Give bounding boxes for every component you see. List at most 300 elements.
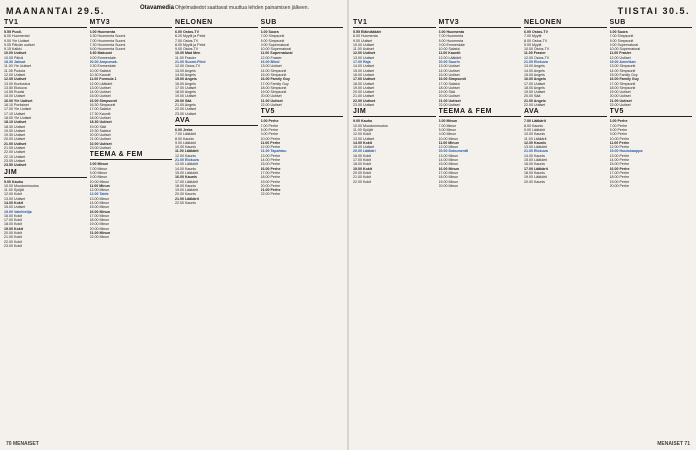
program-listing: 21.05 Uutiset xyxy=(4,146,26,151)
program-listing: 22.00 Uutiset xyxy=(438,103,460,108)
program-listing: 20.00 Perhe xyxy=(609,183,630,188)
program-listing: 10.00 Muodonmuutos xyxy=(353,123,388,128)
program-listing: 19.00 Uutiset xyxy=(609,90,631,95)
program-listing: 18.00 Minun xyxy=(89,218,110,223)
program-listing: 7.00 Myytit xyxy=(524,34,542,39)
program-listing: 14.00 Kaunis xyxy=(524,153,545,158)
program-listing: 18.00 Kokit xyxy=(4,222,22,227)
program-listing: 15.00 Uutiset xyxy=(438,72,460,77)
program-listing: 16.10 Porilaiset xyxy=(4,103,29,108)
page-date: TIISTAI 30.5. xyxy=(617,6,690,16)
program-listing: 17.00 Minun xyxy=(89,213,110,218)
program-listing: 10.00 Kaunis xyxy=(524,132,545,137)
program-listing: 17.30 Kauniit xyxy=(89,111,111,116)
program-listing: 12.00 Perhe xyxy=(260,145,281,150)
program-listing: 18.00 Uutiset xyxy=(438,85,460,90)
program-listing: 19.00 Uutiset xyxy=(4,128,26,133)
program-listing: 6.00 Huomenta xyxy=(353,34,378,39)
program-listing: 9.00 Myytit xyxy=(524,42,542,47)
program-listing: 12.00 Perhe xyxy=(609,145,630,150)
program-listing: 12.00 Minun xyxy=(89,188,110,193)
program-listing: 16.00 Yle Uutiset xyxy=(4,98,33,103)
program-listing: 15.00 Uutiset xyxy=(353,68,375,73)
program-listing: 13.00 Minun xyxy=(89,196,110,201)
program-listing: 10.00 Uutiset xyxy=(4,51,27,56)
program-listing: 9.30 Emmerdale xyxy=(89,64,116,69)
program-highlight: 20.00 Suurin xyxy=(438,60,460,65)
program-listing: 19.00 Sää xyxy=(89,124,106,129)
schedule-columns xyxy=(353,18,692,438)
program-listing: 22.00 Uutiset xyxy=(524,103,546,108)
program-listing: 13.00 Kuntoutus xyxy=(4,81,31,86)
program-listing: 11.00 Frasier xyxy=(175,55,196,60)
program-listing: 14.00 Kaunis xyxy=(175,166,196,171)
program-listing: 13.00 Lääkärit xyxy=(524,145,547,150)
program-listing: 16.00 Minun xyxy=(89,209,111,214)
program-listing: 17.00 Lääkärit xyxy=(175,179,198,184)
program-listing: 9.00 Yle Uutiset xyxy=(4,38,30,43)
program-listing: 14.00 Uutiset xyxy=(89,90,111,95)
program-listing: 23.05 Uutiset xyxy=(4,158,26,163)
program-listing: 9.05 Päivän uutiset xyxy=(4,42,35,47)
program-listing: 10.00 Perhe xyxy=(609,136,630,141)
program-listing: 10.00 Minun xyxy=(89,179,110,184)
program-listing: 7.00 Lääkärit xyxy=(175,132,196,137)
program-listing: 12.00 Uutiset xyxy=(4,72,26,77)
program-listing: 21.00 Uutiset xyxy=(353,94,375,99)
channel-header: SUB xyxy=(610,18,693,28)
program-listing: 21.00 Angels xyxy=(175,103,196,108)
channel-header: NELONEN xyxy=(175,18,258,28)
schedule-column xyxy=(90,18,173,438)
program-listing: 14.00 Minun xyxy=(438,158,459,163)
program-listing: 18.30 Uutiset xyxy=(89,120,112,125)
program-listing: 6.00 Suora xyxy=(609,30,628,34)
program-listing: 20.00 Sää xyxy=(175,98,192,103)
program-listing: 14.00 Simpsonit xyxy=(260,68,287,73)
program-listing: 18.00 Kokit xyxy=(353,162,371,167)
program-listing: 13.00 Uutiset xyxy=(353,136,375,141)
program-listing: 17.00 Kokit xyxy=(4,218,22,223)
program-listing: 15.00 Minun xyxy=(438,162,459,167)
program-listing: 12.00 Kokit xyxy=(353,132,371,137)
program-listing: 10.00 Supernatural xyxy=(260,47,292,52)
program-listing: 16.00 Kokit xyxy=(353,153,371,158)
program-listing: 15.00 Uutiset xyxy=(4,94,26,99)
program-listing: 20.00 Minun xyxy=(438,183,459,188)
program-listing: 12.00 Kaunis xyxy=(175,153,196,158)
program-listing: 17.00 Perhe xyxy=(260,170,281,175)
program-listing: 14.00 Uutiset xyxy=(438,68,460,73)
program-listing: 7.00 Simpsonit xyxy=(260,34,285,39)
program-listing: 12.00 Uutiset xyxy=(353,51,376,56)
program-listing: 18.00 Minun xyxy=(438,175,459,180)
program-listing: 22.00 Minun xyxy=(89,235,110,240)
program-listing: 22.15 Uutiset xyxy=(4,154,26,159)
program-listing: 13.00 Simpsonit xyxy=(609,64,636,69)
program-listing: 19.30 Uutiset xyxy=(4,133,26,138)
program-listing: 15.00 Perhe xyxy=(260,162,281,167)
program-listing: 14.00 Angels xyxy=(524,68,545,73)
program-highlight: 18.30 Jaksot xyxy=(4,60,26,65)
program-listing: 19.00 Perhe xyxy=(609,179,630,184)
program-listing: 11.00 Lääkärit xyxy=(524,136,547,141)
program-listing: 16.00 Kaunis xyxy=(175,175,197,180)
program-listing: 11.00 Minun xyxy=(438,140,459,145)
program-listing: 20.00 Kaunis xyxy=(175,192,196,197)
program-listing: 23.00 Kokit xyxy=(4,243,22,248)
program-listing: 11.00 Uutiset xyxy=(353,47,374,52)
program-listing: 12.00 Kaunis xyxy=(524,140,546,145)
program-listing: 14.00 Perhe xyxy=(609,158,630,163)
program-listing: 20.00 Kokit xyxy=(4,231,22,236)
program-listing: 14.00 Minun xyxy=(89,200,110,205)
schedule-column xyxy=(4,18,87,438)
program-listing: 6.00 Perhe xyxy=(260,119,279,124)
program-listing: 19.00 Kokit xyxy=(4,226,23,231)
channel-header: AVA xyxy=(524,107,607,117)
program-listing: 9.15 Kaikki xyxy=(4,47,22,52)
program-listing: 11.00 Supernatural xyxy=(260,51,293,56)
program-listing: 12.00 Minun xyxy=(438,145,459,150)
program-listing: 18.00 Kaunis xyxy=(524,170,545,175)
program-listing: 21.00 Uutiset xyxy=(609,98,632,103)
program-listing: 20.00 Uutiset xyxy=(89,133,111,138)
channel-header: JIM xyxy=(4,168,87,178)
program-listing: 6.00 Huomenta xyxy=(438,30,465,34)
program-listing: 8.00 Ostos-TV xyxy=(524,38,548,43)
program-listing: 22.00 Uutiset xyxy=(353,98,376,103)
channel-header: AVA xyxy=(175,116,258,126)
program-listing: 15.00 Family Guy xyxy=(609,72,638,77)
program-listing: 20.00 Minun xyxy=(89,226,110,231)
program-listing: 16.00 Angels xyxy=(524,77,546,82)
program-listing: 6.00 Huomenta xyxy=(89,30,116,34)
program-listing: 9.00 Emmerdale xyxy=(438,42,465,47)
program-listing: 19.00 Perhe xyxy=(260,179,281,184)
program-listing: 16.30 Simpsonit xyxy=(89,103,116,108)
program-listing: 17.00 Family Guy xyxy=(260,81,289,86)
channel-header: TV5 xyxy=(610,107,693,117)
program-listing: 8.00 Myytit ja Pelot xyxy=(175,42,206,47)
program-listing: 8.00 Kaunis xyxy=(524,123,543,128)
program-listing: 8.00 Huomenta Suomi xyxy=(89,47,126,52)
program-listing: 17.00 Uutiset xyxy=(353,77,376,82)
program-listing: 11.00 Lääkärit xyxy=(175,149,199,154)
program-listing: 11.00 Syöjät xyxy=(353,127,373,132)
left-page xyxy=(0,0,347,450)
program-listing: 8.00 Simpsonit xyxy=(609,38,634,43)
program-listing: 11.00 Minun xyxy=(89,183,110,188)
program-listing: 18.00 Kaunis xyxy=(175,183,196,188)
program-listing: 9.00 Supernatural xyxy=(260,42,290,47)
program-listing: 18.00 Yle Uutiset xyxy=(4,115,32,120)
program-listing: 7.00 Lääkärit xyxy=(524,119,546,124)
channel-header: MTV3 xyxy=(439,18,522,28)
program-listing: 16.00 Perhe xyxy=(609,166,630,171)
program-listing: 16.00 Angels xyxy=(175,81,196,86)
program-listing: 15.00 Perhe xyxy=(609,162,630,167)
program-listing: 18.10 Uutiset xyxy=(4,120,27,125)
program-listing: 13.00 Uutiset xyxy=(438,64,460,69)
program-listing: 10.00 Kaunis xyxy=(175,145,196,150)
program-listing: 20.00 Perhe xyxy=(260,183,281,188)
program-listing: 14.00 Uutiset xyxy=(353,64,375,69)
schedule-column xyxy=(353,18,436,438)
program-listing: 15.00 Lääkärit xyxy=(524,158,547,163)
program-listing: 19.00 Lääkärit xyxy=(524,175,547,180)
program-listing: 12.05 Uutiset xyxy=(4,77,27,82)
program-listing: 8.00 Kaunis xyxy=(175,136,194,141)
program-listing: 15.00 Angels xyxy=(524,72,545,77)
program-listing: 19.00 Minun xyxy=(438,179,459,184)
program-listing: 13.00 Angels xyxy=(175,68,196,73)
program-highlight: 20.00 Dokumentti xyxy=(438,149,469,154)
program-listing: 7.00 Ostos-TV xyxy=(175,38,199,43)
program-highlight: 17.00 Raja xyxy=(353,60,371,65)
program-listing: 8.00 Perhe xyxy=(609,127,628,132)
program-listing: 13.00 Uutiset xyxy=(260,64,282,69)
program-listing: 19.30 Salatut xyxy=(89,128,111,133)
program-listing: 10.30 Kauniit xyxy=(89,72,111,77)
program-listing: 6.00 Perhe xyxy=(609,119,628,124)
program-listing: 10.00 Perhe xyxy=(260,136,281,141)
program-listing: 13.00 Uutiset xyxy=(4,196,26,201)
program-highlight: 16.00 Blind xyxy=(260,60,280,65)
program-listing: 13.00 Perhe xyxy=(260,153,281,158)
program-listing: 22.00 Uutiset xyxy=(4,150,26,155)
program-listing: 11.00 Perhe xyxy=(609,140,630,145)
program-listing: 18.00 Angels xyxy=(524,85,545,90)
program-listing: 23.00 Uutiset xyxy=(175,111,197,116)
program-listing: 22.00 Kaunis xyxy=(175,200,196,205)
program-highlight: 19.00 Huutokauppa xyxy=(609,149,643,154)
channel-header: NELONEN xyxy=(524,18,607,28)
program-listing: 11.00 Frasier xyxy=(524,51,546,56)
program-listing: 22.00 Kokit xyxy=(4,239,22,244)
program-listing: 14.00 Angels xyxy=(175,72,196,77)
program-listing: 9.00 Uutiset xyxy=(353,38,373,43)
program-listing: 6.20 Myytit ja Pelot xyxy=(175,34,206,39)
program-listing: 12.00 Lääkärit xyxy=(89,81,113,86)
program-listing: 14.00 Kokit xyxy=(353,140,372,145)
program-listing: 21.00 Kokit xyxy=(353,175,371,180)
program-listing: 18.00 Perhe xyxy=(260,175,281,180)
program-listing: 10.00 Uutiset xyxy=(353,42,375,47)
program-listing: 21.00 Lääkärit xyxy=(175,196,199,201)
program-listing: 9.00 Perhe xyxy=(260,132,279,137)
program-listing: 17.00 Yle Uutiset xyxy=(4,107,32,112)
program-listing: 12.00 Lääkärit xyxy=(438,55,462,60)
program-listing: 18.00 Uutiset xyxy=(89,115,111,120)
program-listing: 16.00 Uutiset xyxy=(353,72,375,77)
program-listing: 7.00 Simpsonit xyxy=(609,34,634,39)
program-listing: 5.55 Eläinlääkäri xyxy=(353,30,381,34)
program-highlight: 21.00 Suomi-Filmi xyxy=(175,60,206,65)
program-listing: 9.00 Supernatural xyxy=(609,42,639,47)
program-listing: 12.00 Uutiset xyxy=(609,55,631,60)
program-listing: 15.00 Simpsonit xyxy=(260,72,287,77)
program-listing: 11.00 Formula 1 xyxy=(89,77,117,82)
program-listing: 10.05 Päivä xyxy=(4,55,23,60)
program-listing: 15.00 Angels xyxy=(175,77,197,82)
program-highlight: 12.00 Taide xyxy=(89,192,109,197)
channel-header: JIM xyxy=(353,107,436,117)
program-listing: 14.00 Perhe xyxy=(260,158,281,163)
program-listing: 7.00 Huomenta xyxy=(438,34,464,39)
program-listing: 20.00 Sää xyxy=(524,94,541,99)
program-listing: 23.00 Uutiset xyxy=(89,146,111,151)
program-highlight: 20.00 Ampumak. xyxy=(89,60,118,65)
program-listing: 15.00 Uutiset xyxy=(353,145,375,150)
brand-label: Otavamedia xyxy=(140,5,175,11)
channel-header: TV5 xyxy=(261,107,344,117)
program-listing: 19.00 Sää xyxy=(438,90,455,95)
program-listing: 21.00 Uutiset xyxy=(4,141,27,146)
program-listing: 10.00 Minun xyxy=(438,136,459,141)
program-listing: 21.00 Uutiset xyxy=(260,98,283,103)
program-listing: 19.00 Lääkärit xyxy=(175,188,198,193)
schedule-column xyxy=(524,18,607,438)
program-listing: 21.00 Kokit xyxy=(4,235,22,240)
disclaimer: Ohjelmatiedot saattavat muuttua lehden painamisen jälkeen. xyxy=(175,5,309,11)
program-listing: 7.00 Minun xyxy=(438,123,457,128)
program-listing: 12.00 Frasier xyxy=(260,55,282,60)
program-listing: 9.00 Lääkärit xyxy=(175,140,196,145)
schedule-column xyxy=(261,18,344,438)
program-listing: 5.55 Puoli. xyxy=(4,30,22,34)
program-listing: 17.00 Kokit xyxy=(353,158,371,163)
program-listing: 20.00 Uutiset xyxy=(4,137,26,142)
program-listing: 13.00 Lääkärit xyxy=(175,162,198,167)
program-listing: 12.00 Ostos-TV xyxy=(524,55,550,60)
program-listing: 8.00 Huomenta xyxy=(438,38,464,43)
program-listing: 20.00 Kokit xyxy=(353,170,371,175)
program-listing: 6.00 Ostos-TV xyxy=(524,30,548,34)
program-listing: 21.00 Perhe xyxy=(260,188,281,193)
program-listing: 6.00 Jerka xyxy=(175,127,193,132)
program-listing: 18.00 Angels xyxy=(175,90,196,95)
program-listing: 7.00 Minun xyxy=(89,166,108,171)
program-listing: 11.00 Frasier xyxy=(609,51,632,56)
program-listing: 23.50 Uutiset xyxy=(4,163,27,168)
program-listing: 22.00 Kokit xyxy=(353,179,371,184)
program-listing: 22.00 Uutiset xyxy=(260,103,282,108)
program-listing: 9.00 Emmerdale xyxy=(89,55,116,60)
program-listing: 18.00 Simpsonit xyxy=(260,85,287,90)
program-listing: 14.00 Kokit xyxy=(4,200,23,205)
program-listing: 14.00 Simpsonit xyxy=(609,68,636,73)
program-listing: 10.00 Muodonmuutos xyxy=(4,183,39,188)
program-listing: 12.00 Ostos-TV xyxy=(175,64,201,69)
program-listing: 14.55 Ruotsi xyxy=(4,90,25,95)
program-listing: 13.00 Uutiset xyxy=(89,85,111,90)
program-listing: 9.00 Kauhu xyxy=(353,119,373,124)
program-listing: 17.10 Uutiset xyxy=(4,111,26,116)
program-highlight: 20.00 Lääkäri xyxy=(353,149,376,154)
program-listing: 19.00 Kokit xyxy=(353,166,372,171)
program-listing: 23.00 Uutiset xyxy=(353,103,375,108)
program-listing: 17.00 Perhe xyxy=(609,170,630,175)
program-listing: 18.30 Uutiset xyxy=(4,124,26,129)
program-listing: 10.00 Mad Men xyxy=(175,51,201,56)
program-listing: 18.00 Perhe xyxy=(609,175,630,180)
program-listing: 19.00 Minun xyxy=(89,222,110,227)
program-listing: 18.00 Simpsonit xyxy=(609,85,636,90)
program-listing: 8.30 Makuuni xyxy=(89,51,113,56)
program-listing: 18.00 Uutiset xyxy=(353,81,375,86)
program-listing: 6.00 Suora xyxy=(260,30,279,34)
program-listing: 6.00 Minun xyxy=(438,119,458,124)
program-listing: 7.00 Perhe xyxy=(609,123,628,128)
program-listing: 8.00 Minun xyxy=(89,170,108,175)
program-listing: 11.00 Perhe xyxy=(260,140,281,145)
program-listing: 16.00 Minun xyxy=(438,166,460,171)
program-listing: 7.30 Huomenta Suomi xyxy=(89,42,126,47)
program-listing: 9.00 Kauhu xyxy=(4,179,24,184)
program-listing: 15.00 Minun xyxy=(89,205,110,210)
program-listing: 9.00 Minun xyxy=(438,132,457,137)
program-listing: 9.00 Minun xyxy=(89,175,108,180)
program-listing: 22.00 Uutiset xyxy=(609,103,631,108)
channel-header: TEEMA & FEM xyxy=(439,107,522,117)
program-listing: 16.00 Kaunis xyxy=(524,162,545,167)
page-footer: 70 MENAISET xyxy=(6,441,39,447)
program-listing: 10.00 Supernatural xyxy=(609,47,641,52)
program-listing: 10.00 Salatut xyxy=(438,47,460,52)
program-listing: 19.00 Uutiset xyxy=(353,85,375,90)
program-listing: 6.30 Huomenta Suomi xyxy=(89,34,126,39)
schedule-column xyxy=(610,18,693,438)
program-listing: 11.05 Pudota xyxy=(4,68,26,73)
schedule-column xyxy=(439,18,522,438)
program-listing: 9.00 Lääkärit xyxy=(524,127,545,132)
program-listing: 17.00 Uutiset xyxy=(175,85,197,90)
program-listing: 13.00 Angels xyxy=(524,64,545,69)
program-listing: 21.00 Minun xyxy=(89,231,111,236)
program-listing: 19.00 Uutiset xyxy=(524,90,546,95)
channel-header: TV1 xyxy=(4,18,87,28)
channel-header: MTV3 xyxy=(90,18,173,28)
program-listing: 16.00 Simpsonit xyxy=(438,77,466,82)
program-listing: 12.00 Kokit xyxy=(4,192,22,197)
program-listing: 22.00 Uutiset xyxy=(175,107,197,112)
program-listing: 11.00 Syöjät xyxy=(4,188,24,193)
channel-header: TV1 xyxy=(353,18,436,28)
program-listing: 22.00 Uutiset xyxy=(89,141,112,146)
program-listing: 8.00 Simpsonit xyxy=(260,38,285,43)
program-listing: 11.00 Kauniit xyxy=(438,51,461,56)
program-listing: 20.00 Uutiset xyxy=(438,94,460,99)
program-listing: 9.00 Ostos-TV xyxy=(175,47,199,52)
program-listing: 15.00 Uutiset xyxy=(4,205,26,210)
program-listing: 19.00 Simpsonit xyxy=(260,90,287,95)
program-listing: 8.00 Perhe xyxy=(260,127,279,132)
page-date: MAANANTAI 29.5. xyxy=(6,6,105,16)
program-listing: 17.00 Uutiset xyxy=(524,81,546,86)
program-listing: 16.00 Family Guy xyxy=(260,77,290,82)
program-listing: 15.00 Lääkärit xyxy=(175,170,198,175)
program-highlight: 19.00 Amerikan xyxy=(609,60,636,65)
program-listing: 10.00 Ostos-TV xyxy=(524,47,550,52)
program-listing: 13.00 Minun xyxy=(438,153,459,158)
program-listing: 10.00 Salatut xyxy=(89,68,111,73)
program-listing: 13.00 Uutiset xyxy=(353,55,375,60)
program-listing: 16.00 Kokit xyxy=(4,213,22,218)
program-listing: 20.00 Uutiset xyxy=(609,94,631,99)
channel-header: SUB xyxy=(261,18,344,28)
program-listing: 6.00 Minun xyxy=(89,162,109,167)
